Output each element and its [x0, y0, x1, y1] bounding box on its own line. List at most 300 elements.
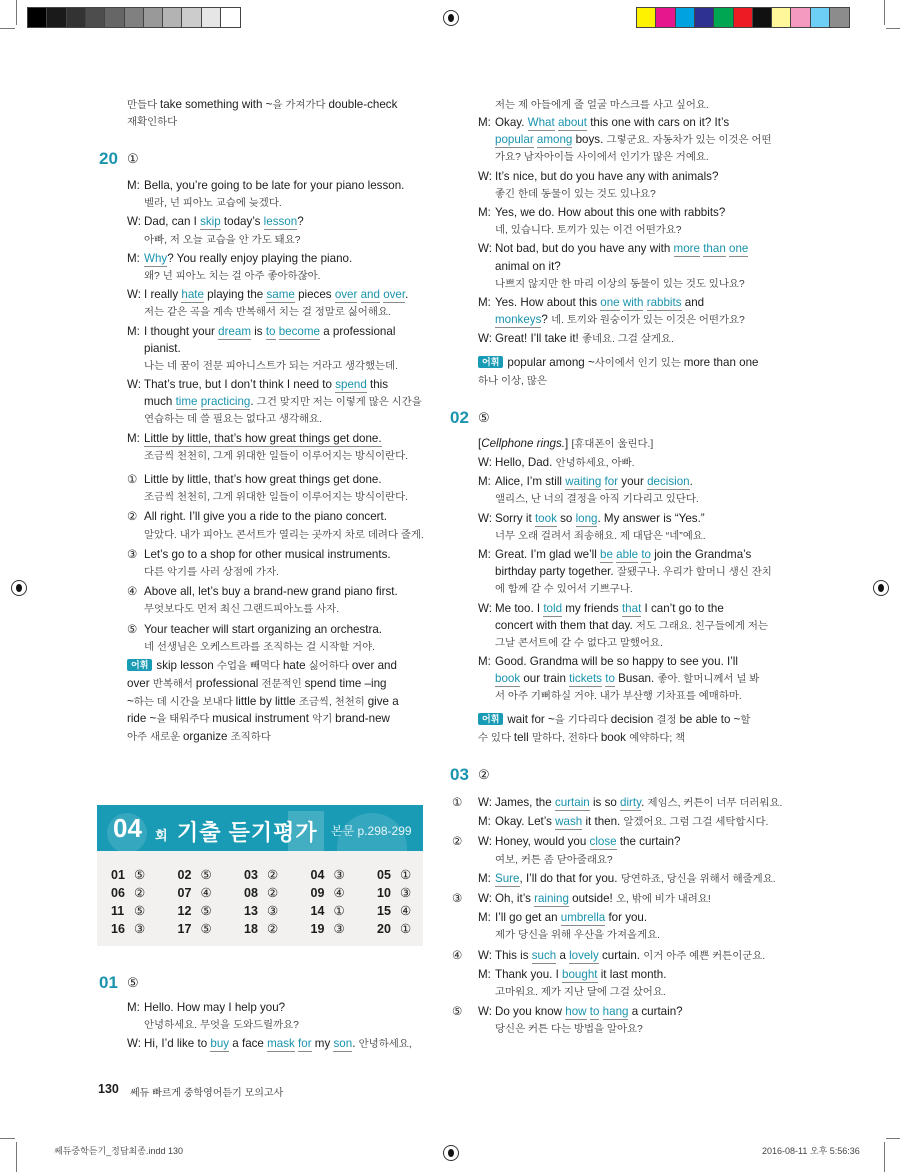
speaker-label: M: — [478, 116, 491, 129]
color-swatch — [202, 8, 221, 27]
korean-text: 네 선생님은 오케스트라를 조직하는 걸 시작할 거야. — [144, 641, 375, 653]
vocab-line: 아주 새로운 organize 조직하다 — [127, 730, 271, 744]
korean-text: 이거 아주 예쁜 커튼이군요. — [643, 950, 766, 962]
dialog-turn — [478, 870, 782, 887]
text-line — [495, 1020, 782, 1037]
text-line: Sorry it took so long. My answer is “Yes.” — [495, 511, 705, 525]
speaker-label: W: — [127, 288, 141, 302]
text-line — [144, 357, 422, 374]
dialog-turn — [478, 546, 772, 598]
answer-question-number: 03 — [244, 868, 258, 882]
dialog-turn — [127, 286, 422, 320]
dialog-turn — [478, 473, 772, 507]
crop-mark — [0, 28, 15, 29]
options-q20 — [127, 471, 424, 655]
speaker-label: W: — [478, 169, 492, 183]
korean-text: 나쁘지 않지만 한 마리 이상의 동물이 있는 것도 있나요? — [495, 278, 745, 290]
answer-option — [127, 546, 424, 580]
key-expression: dirty — [620, 796, 642, 809]
text-line: Let’s go to a shop for other musical instruments. — [144, 547, 391, 561]
korean-text: 여보, 커튼 좀 닫아줄래요? — [495, 854, 613, 866]
answer-question-number: 11 — [111, 904, 125, 918]
speaker-label: W: — [478, 242, 492, 256]
key-expression: waiting — [565, 475, 602, 489]
answer-choice: ③ — [333, 868, 345, 882]
korean-text: 당연하죠, 당신을 위해서 해줄게요. — [620, 873, 776, 885]
answer-cell — [377, 886, 444, 900]
text-line — [144, 430, 422, 447]
speaker-label: M: — [478, 547, 491, 561]
vocab-q01 — [478, 354, 778, 390]
korean-text: 하나 이상, 많은 — [478, 375, 547, 387]
text-line: Alice, I’m still waiting for your decision. — [495, 475, 693, 489]
text-line: That’s true, but I don’t think I need to spend this — [144, 378, 389, 392]
text-line: Why? You really enjoy playing the piano. — [144, 251, 353, 265]
key-expression: lovely — [569, 948, 599, 962]
korean-text: 싫어하다 — [308, 661, 352, 672]
answer-question-number: 01 — [111, 868, 125, 882]
dialog-turn — [478, 240, 772, 292]
key-expression: for — [604, 475, 619, 489]
answer-option — [452, 794, 782, 830]
korean-text: 말하다, 전하다 — [531, 732, 601, 744]
question-answer: ⑤ — [478, 410, 490, 425]
key-expression: rabbits — [646, 295, 682, 309]
text-line — [144, 638, 424, 655]
text-line: Sure, I’ll do that for you. 당연하죠, 당신을 위해서 해줄게요. — [495, 871, 776, 885]
answer-key-header — [97, 805, 423, 851]
key-expression: took — [534, 511, 557, 525]
key-expression: able — [616, 547, 639, 561]
color-swatch — [714, 8, 733, 27]
answer-question-number: 06 — [111, 886, 125, 900]
speaker-label: M: — [127, 324, 140, 338]
answer-question-number: 20 — [377, 922, 391, 936]
text-line: animal on it? — [495, 259, 561, 273]
key-expression: time — [175, 395, 198, 409]
dialog-turn — [478, 600, 772, 652]
key-expression: buy — [210, 1037, 230, 1051]
answer-question-number: 13 — [244, 904, 258, 918]
key-expression: lesson — [263, 215, 298, 229]
dialog-turn — [478, 114, 772, 166]
answer-cell — [244, 868, 311, 882]
korean-text: 네. 토끼와 원숭이가 있는 이것은 어떤가요? — [551, 315, 745, 327]
color-swatch — [811, 8, 830, 27]
korean-text: 앨리스, 난 너의 결정을 아직 기다리고 있단다. — [495, 494, 699, 506]
answer-option — [127, 583, 424, 617]
vocab-badge: 어휘 — [127, 659, 152, 671]
answer-choice: ④ — [400, 904, 412, 918]
key-expression: decision — [647, 475, 690, 489]
vocab-q20 — [127, 657, 417, 746]
color-swatch — [676, 8, 695, 27]
key-expression: for — [298, 1037, 312, 1051]
korean-text: 고마워요. 제가 지난 달에 그걸 샀어요. — [495, 986, 666, 998]
text-line: pianist. — [144, 341, 181, 355]
key-expression: hate — [181, 288, 204, 302]
vocab-line: 어휘 wait for ~을 기다리다 decision 결정 be able to ~할 — [478, 711, 778, 729]
speaker-label: M: — [478, 295, 491, 309]
vocab-line: over 반복해서 professional 전문적인 spend time –ing — [127, 676, 387, 690]
text-line — [495, 983, 782, 1000]
answer-cell — [178, 868, 245, 882]
text-line — [127, 113, 397, 130]
page-number: 130 — [98, 1082, 119, 1096]
korean-text: 반복해서 — [152, 678, 196, 690]
key-expression: and — [360, 288, 380, 302]
key-expression: monkeys — [495, 313, 542, 327]
answer-question-number: 08 — [244, 886, 258, 900]
text-line — [495, 185, 772, 202]
korean-text: 사이에서 인기 있는 — [594, 358, 684, 369]
speaker-label: M: — [127, 1001, 140, 1014]
korean-text: 악기 — [312, 714, 336, 726]
answer-choice: ④ — [333, 886, 345, 900]
text-line: Little by little, that’s how great things get done. — [144, 473, 382, 486]
text-line — [144, 526, 424, 543]
key-expression: be — [600, 547, 613, 561]
answer-cell — [377, 904, 444, 918]
option-number: ⑤ — [127, 622, 138, 636]
key-expression: spend — [335, 378, 367, 392]
vocab-line: 어휘 skip lesson 수업을 빼먹다 hate 싫어하다 over and — [127, 657, 417, 675]
text-line: popular among boys. 그렇군요. 자동차가 있는 이것은 어떤 — [495, 133, 772, 147]
speaker-label: M: — [478, 967, 491, 981]
text-line: Above all, let’s buy a brand-new grand piano first. — [144, 585, 398, 599]
korean-text: 너무 오래 걸려서 죄송해요. 제 대답은 “네”예요. — [495, 530, 706, 542]
color-swatch — [830, 8, 849, 27]
text-line: Me too. I told my friends that I can’t go to the — [495, 601, 724, 615]
answer-cell — [111, 868, 178, 882]
answer-question-number: 09 — [310, 886, 325, 900]
color-swatch — [125, 8, 144, 27]
key-expression: among — [536, 133, 573, 147]
korean-text: 좋네요. 그걸 살게요. — [581, 334, 674, 346]
slug-filename: 쎄듀중학듣기_정답최종.indd 130 — [54, 1146, 183, 1156]
korean-text: 그렇군요. 자동차가 있는 이것은 어떤 — [606, 135, 772, 147]
text-line — [144, 1016, 412, 1033]
text-line — [495, 580, 772, 597]
color-swatch — [163, 8, 182, 27]
crop-mark — [886, 28, 900, 29]
dialog-turn — [127, 999, 412, 1033]
dialog-turn — [478, 653, 772, 705]
key-expression: hang — [602, 1005, 629, 1019]
korean-text: 저도 그래요. 친구들에게 저는 — [635, 620, 768, 632]
dialog-turn — [127, 323, 422, 375]
key-expression: to — [589, 1005, 600, 1019]
text-line — [495, 148, 772, 165]
speaker-label: W: — [478, 511, 492, 525]
speaker-label: M: — [478, 475, 491, 489]
options-q03 — [452, 792, 782, 1037]
korean-text: 재확인하다 — [127, 117, 178, 129]
korean-text: 당신은 커튼 다는 방법을 알아요? — [495, 1024, 643, 1036]
dialog-turn — [478, 813, 782, 830]
answer-choice: ③ — [267, 904, 279, 918]
dialog-q01-lead — [495, 96, 709, 113]
korean-text: 을 기다리다 — [554, 715, 611, 726]
korean-text: 을 태워주다 — [156, 714, 213, 726]
key-expression: tickets — [569, 672, 602, 686]
dialog-turn — [478, 794, 782, 811]
vocab-line: ride ~을 태워주다 musical instrument 악기 brand-new — [127, 712, 390, 726]
korean-text: 조직하다 — [230, 732, 271, 744]
answer-question-number: 12 — [177, 904, 192, 918]
answer-cell — [311, 868, 378, 882]
crop-mark — [884, 1142, 885, 1172]
answer-question-number: 19 — [310, 922, 325, 936]
korean-text: 안녕하세요. 무엇을 도와드릴까요? — [144, 1020, 299, 1032]
korean-text: 그날 콘서트에 갈 수 없다고 말했어요. — [495, 637, 663, 649]
speaker-label: W: — [478, 332, 492, 346]
dialog-q01-continued — [478, 114, 772, 347]
key-expression: to — [641, 547, 651, 561]
text-line — [495, 490, 772, 507]
key-expression: skip — [200, 215, 221, 229]
answer-option — [452, 1003, 782, 1037]
option-number: ⑤ — [452, 1005, 463, 1019]
key-expression: over — [383, 288, 406, 302]
speaker-label: M: — [127, 179, 140, 192]
korean-text: 조금씩 천천히, 그게 위대한 일들이 이루어지는 방식이란다. — [144, 450, 408, 462]
korean-text: 수업을 빼먹다 — [216, 661, 283, 672]
answer-question-number: 04 — [310, 868, 325, 882]
answer-option — [127, 508, 424, 542]
key-expression: same — [266, 288, 295, 302]
text-line: Honey, would you close the curtain? — [495, 835, 681, 849]
key-expression: dream — [218, 324, 251, 338]
vocab-continuation — [127, 96, 397, 130]
answer-choice: ① — [333, 904, 345, 918]
answer-key-box — [97, 805, 423, 946]
answer-option — [452, 833, 782, 887]
text-line: Good. Grandma will be so happy to see you. I’ll — [495, 655, 738, 669]
answer-choice: ② — [267, 868, 279, 882]
answer-choice: ③ — [333, 922, 345, 936]
answer-question-number: 17 — [177, 922, 192, 936]
text-line: I really hate playing the same pieces over and over. — [144, 288, 409, 302]
answer-cell — [178, 886, 245, 900]
color-swatch — [86, 8, 105, 27]
text-line: Dad, can I skip today’s lesson? — [144, 215, 304, 229]
text-line: Oh, it’s raining outside! 오, 밖에 비가 내려요! — [495, 891, 711, 905]
speaker-label: W: — [127, 1037, 141, 1051]
korean-text: 수 있다 — [478, 732, 514, 744]
answer-choice: ② — [267, 886, 279, 900]
key-expression: son — [333, 1037, 353, 1051]
answer-cell — [377, 922, 444, 936]
dialog-turn — [478, 330, 772, 347]
text-line: birthday party together. 잘됐구나. 우리가 할머니 생신 잔치 — [495, 565, 772, 579]
korean-text: 제가 당신을 위해 우산을 가져올게요. — [495, 930, 660, 942]
key-expression: over — [334, 288, 358, 302]
answer-cell — [111, 922, 178, 936]
answer-grid — [111, 868, 444, 936]
answer-question-number: 07 — [177, 886, 192, 900]
round-number: 04 — [113, 813, 142, 843]
answer-option — [127, 471, 424, 505]
korean-text: 그건 맞지만 저는 이렇게 많은 시간을 — [256, 397, 422, 409]
key-expression: than — [703, 242, 726, 256]
korean-text: 서 아주 기뻐하실 거야. 내가 부산행 기차표를 예매하마. — [495, 691, 742, 703]
korean-text: 왜? 넌 피아노 치는 걸 아주 좋아하잖아. — [144, 270, 321, 282]
text-line: monkeys? 네. 토끼와 원숭이가 있는 이것은 어떤가요? — [495, 313, 745, 327]
text-line — [144, 410, 422, 427]
text-line — [495, 221, 772, 238]
text-line: Bella, you’re going to be late for your piano lesson. — [144, 179, 405, 192]
text-line — [144, 600, 424, 617]
round-suffix: 회 — [155, 828, 168, 843]
key-expression: umbrella — [560, 911, 606, 925]
key-expression: become — [278, 324, 320, 338]
key-expression: told — [543, 601, 563, 615]
dialog-turn — [478, 168, 772, 202]
speaker-label: M: — [478, 655, 491, 669]
key-expression: how — [565, 1005, 587, 1019]
option-number: ② — [452, 835, 463, 849]
registration-mark-icon — [873, 580, 889, 596]
text-line: Great. I’m glad we’ll be able to join the Grandma’s — [495, 547, 752, 561]
text-line: Okay. What about this one with cars on it? It’s — [495, 116, 730, 129]
speaker-label: W: — [127, 378, 141, 392]
answer-choice: ⑤ — [200, 904, 212, 918]
dialog-turn — [478, 510, 772, 544]
korean-text: 아주 새로운 — [127, 732, 183, 744]
answer-cell — [244, 904, 311, 918]
answer-cell — [311, 886, 378, 900]
option-number: ① — [127, 473, 138, 486]
vocab-line: ~하는 데 시간을 보내다 little by little 조금씩, 천천히 give a — [127, 694, 399, 708]
answer-choice: ⑤ — [200, 922, 212, 936]
korean-text: 좋긴 한데 동물이 있는 것도 있나요? — [495, 188, 656, 200]
color-swatch — [67, 8, 86, 27]
key-expression: Why — [144, 251, 168, 265]
key-expression: popular — [495, 133, 534, 147]
key-expression: bought — [562, 967, 598, 981]
korean-text: 을 가져가다 — [272, 100, 329, 111]
text-line — [495, 851, 782, 868]
dialog-turn — [127, 250, 422, 284]
book-title: 쎄듀 빠르게 중학영어듣기 모의고사 — [130, 1088, 284, 1099]
text-line: All right. I’ll give you a ride to the piano concert. — [144, 510, 387, 524]
option-number: ④ — [452, 948, 463, 962]
color-swatch — [637, 8, 656, 27]
dialog-turn — [478, 454, 772, 471]
speaker-label: M: — [478, 815, 491, 829]
key-expression: one — [729, 242, 749, 256]
vocab-line: 어휘 popular among ~사이에서 인기 있는 more than one — [478, 354, 778, 372]
key-expression: long — [575, 511, 598, 525]
vocab-q02 — [478, 711, 778, 747]
key-expression: with — [622, 295, 644, 309]
dialog-turn — [127, 1035, 412, 1052]
speaker-label: W: — [478, 1005, 492, 1019]
text-line: Great! I’ll take it! 좋네요. 그걸 살게요. — [495, 332, 674, 346]
answer-choice: ② — [134, 886, 146, 900]
key-expression: practicing — [200, 395, 251, 409]
answer-choice: ④ — [200, 886, 212, 900]
crop-mark — [884, 0, 885, 25]
dialog-turn — [127, 430, 422, 464]
text-line: Okay. Let’s wash it then. 알겠어요. 그럼 그걸 세탁합시다. — [495, 815, 769, 829]
korean-text: 안녕하세요, 아빠. — [555, 458, 635, 469]
dialog-turn — [127, 177, 422, 211]
key-expression: close — [589, 835, 617, 849]
text-line — [144, 303, 422, 320]
answer-cell — [311, 904, 378, 918]
text-line — [144, 447, 422, 464]
question-number: 03 — [450, 765, 469, 784]
text-line — [144, 563, 424, 580]
korean-text: 조금씩 천천히, 그게 위대한 일들이 이루어지는 방식이란다. — [144, 492, 408, 504]
registration-mark-icon — [11, 580, 27, 596]
speaker-label: M: — [478, 871, 491, 885]
registration-mark-icon — [443, 10, 459, 26]
korean-text: 좋아. 할머니께서 널 봐 — [657, 674, 760, 686]
speaker-label: M: — [478, 911, 491, 925]
answer-cell — [178, 904, 245, 918]
answer-question-number: 18 — [244, 922, 258, 936]
key-expression: book — [495, 672, 521, 686]
question-number: 01 — [99, 973, 118, 992]
key-expression: to — [265, 324, 276, 338]
answer-question-number: 05 — [377, 868, 391, 882]
korean-text: 잘됐구나. 우리가 할머니 생신 잔치 — [616, 567, 772, 579]
answer-cell — [178, 922, 245, 936]
dialog-turn — [478, 947, 782, 964]
answer-choice: ① — [400, 868, 412, 882]
answer-cell — [377, 868, 444, 882]
text-line: Yes. How about this one with rabbits and — [495, 295, 705, 309]
key-expression: curtain — [554, 796, 590, 809]
text-line — [495, 926, 782, 943]
key-expression: What — [527, 116, 555, 129]
text-line: book our train tickets to Busan. 좋아. 할머니께서 널 봐 — [495, 672, 760, 686]
color-swatch — [144, 8, 163, 27]
dialog-turn — [478, 890, 782, 907]
answer-option — [127, 621, 424, 655]
korean-text: 오, 밖에 비가 내려요! — [615, 893, 711, 905]
color-swatch — [221, 8, 240, 27]
speaker-label: W: — [127, 215, 141, 229]
color-swatch — [753, 8, 772, 27]
text-line — [495, 687, 772, 704]
text-line: Yes, we do. How about this one with rabbits? — [495, 205, 726, 219]
stage-direction-english: Cellphone rings. — [481, 437, 566, 450]
option-number: ② — [127, 510, 138, 524]
vocab-badge: 어휘 — [478, 713, 503, 725]
color-swatch — [105, 8, 124, 27]
key-expression: about — [557, 116, 587, 129]
answer-cell — [111, 904, 178, 918]
question-number: 20 — [99, 149, 118, 168]
answer-choice: ③ — [134, 922, 146, 936]
text-line: Do you know how to hang a curtain? — [495, 1005, 683, 1019]
text-line: I’ll go get an umbrella for you. — [495, 911, 648, 925]
answer-question-number: 15 — [377, 904, 391, 918]
color-swatch — [656, 8, 675, 27]
dialog-turn — [478, 966, 782, 1000]
speaker-label: W: — [478, 456, 492, 469]
dialog-turn — [478, 833, 782, 867]
color-swatch — [734, 8, 753, 27]
korean-text: 가요? 남자아이들 사이에서 인기가 많은 거예요. — [495, 152, 709, 164]
korean-text: 연습하는 데 쓸 필요는 없다고 생각해요. — [144, 414, 322, 426]
korean-text: 벨라, 넌 피아노 교습에 늦겠다. — [144, 198, 282, 210]
korean-text: 전문적인 — [261, 678, 305, 690]
